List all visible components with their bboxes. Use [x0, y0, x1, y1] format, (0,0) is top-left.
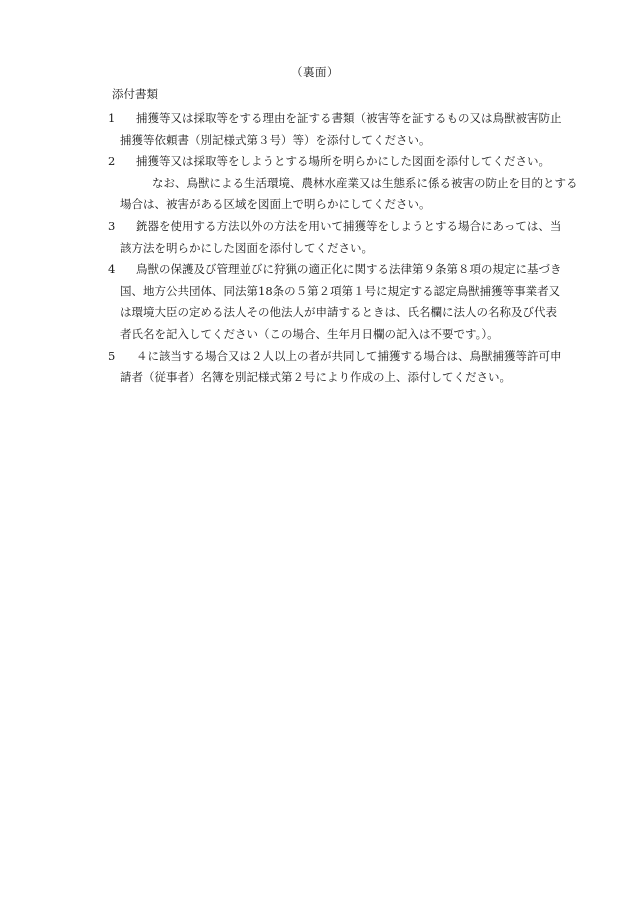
- page-heading: （裏面）: [291, 65, 339, 79]
- item-number: 5: [108, 348, 116, 363]
- item-line: 捕獲等又は採取等をしようとする場所を明らかにした図面を添付してください。: [136, 154, 550, 169]
- item-line: 銃器を使用する方法以外の方法を用いて捕獲等をしようとする場合にあっては、当: [136, 218, 562, 233]
- list-item: [108, 259, 562, 345]
- item-line: 捕獲等依頼書（別記様式第３号）等）を添付してください。: [120, 132, 431, 147]
- list-item: [108, 216, 562, 259]
- section-label: 添付書類: [112, 87, 158, 101]
- item-line: 請者（従事者）名簿を別記様式第２号により作成の上、添付してください。: [120, 370, 511, 385]
- item-line: 鳥獣の保護及び管理並びに狩猟の適正化に関する法律第９条第８項の規定に基づき: [136, 262, 562, 277]
- item-line: 場合は、被害がある区域を図面上で明らかにしてください。: [120, 197, 431, 212]
- item-line: ４に該当する場合又は２人以上の者が共同して捕獲する場合は、鳥獣捕獲等許可申: [136, 348, 562, 363]
- list-item: [108, 346, 562, 389]
- item-number: 4: [108, 262, 116, 277]
- item-line: 該方法を明らかにした図面を添付してください。: [120, 240, 373, 255]
- item-number: 2: [108, 154, 116, 169]
- item-line: は環境大臣の定める法人その他法人が申請するときは、氏名欄に法人の名称及び代表: [120, 305, 557, 320]
- list-item: [108, 108, 562, 151]
- attachment-list: [108, 108, 578, 389]
- list-item: [108, 151, 578, 216]
- item-number: 1: [108, 111, 116, 125]
- item-number: 3: [108, 218, 116, 233]
- item-line: 者氏名を記入してください（この場合、生年月日欄の記入は不要です。）。: [120, 326, 499, 341]
- item-line: なお、鳥獣による生活環境、農林水産業又は生態系に係る被害の防止を目的とする: [152, 175, 578, 190]
- item-line: 国、地方公共団体、同法第18条の５第２項第１号に規定する認定鳥獣捕獲等事業者又: [120, 283, 561, 298]
- item-line: 捕獲等又は採取等をする理由を証する書類（被害等を証するもの又は鳥獣被害防止: [136, 111, 562, 125]
